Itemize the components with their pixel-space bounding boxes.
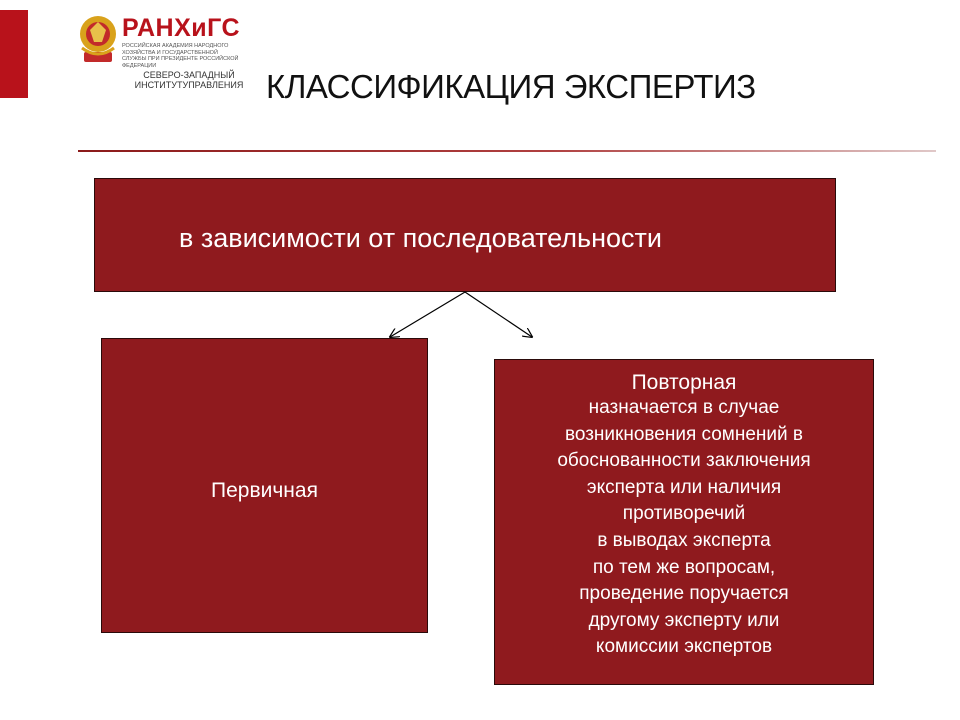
title-divider — [78, 150, 936, 152]
arrow-to-primary — [390, 292, 465, 337]
repeat-box — [494, 359, 874, 685]
primary-label: Первичная — [211, 479, 318, 502]
logo-subtitle: РОССИЙСКАЯ АКАДЕМИЯ НАРОДНОГО ХОЗЯЙСТВА И ГОСУДАРСТВЕННОЙ СЛУЖБЫ ПРИ ПРЕЗИДЕНТЕ РОССИЙСКОЙ ФЕДЕРАЦИИ — [122, 43, 239, 69]
logo-name: РАНХиГС — [122, 14, 241, 42]
repeat-line: по тем же вопросам, — [592, 556, 776, 578]
logo-branch-line1: СЕВЕРО-ЗАПАДНЫЙ — [143, 70, 235, 80]
repeat-line: назначается в случае — [588, 397, 780, 418]
repeat-line: в выводах эксперта — [597, 529, 771, 551]
root-label: в зависимости от последовательности — [179, 223, 662, 253]
repeat-line: проведение поручается — [579, 583, 789, 605]
logo-branch-line2: ИНСТИТУТУПРАВЛЕНИЯ — [134, 80, 244, 90]
emblem-icon — [76, 12, 120, 70]
repeat-line: эксперта или наличия — [586, 476, 782, 498]
repeat-description — [495, 395, 873, 661]
repeat-line: комиссии экспертов — [595, 636, 773, 658]
red-side-bar — [0, 10, 28, 98]
repeat-line: возникновения сомнений в — [564, 423, 804, 445]
repeat-line: другому эксперту или — [588, 609, 780, 631]
arrow-to-repeat — [465, 292, 532, 337]
primary-box — [101, 338, 428, 633]
root-box — [94, 178, 836, 292]
ranepa-logo — [76, 12, 246, 96]
repeat-line: обоснованности заключения — [557, 450, 811, 472]
repeat-heading: Повторная — [631, 371, 737, 394]
page-title: КЛАССИФИКАЦИЯ ЭКСПЕРТИЗ — [266, 68, 756, 105]
logo-branch — [124, 70, 254, 90]
repeat-line: противоречий — [622, 503, 746, 525]
